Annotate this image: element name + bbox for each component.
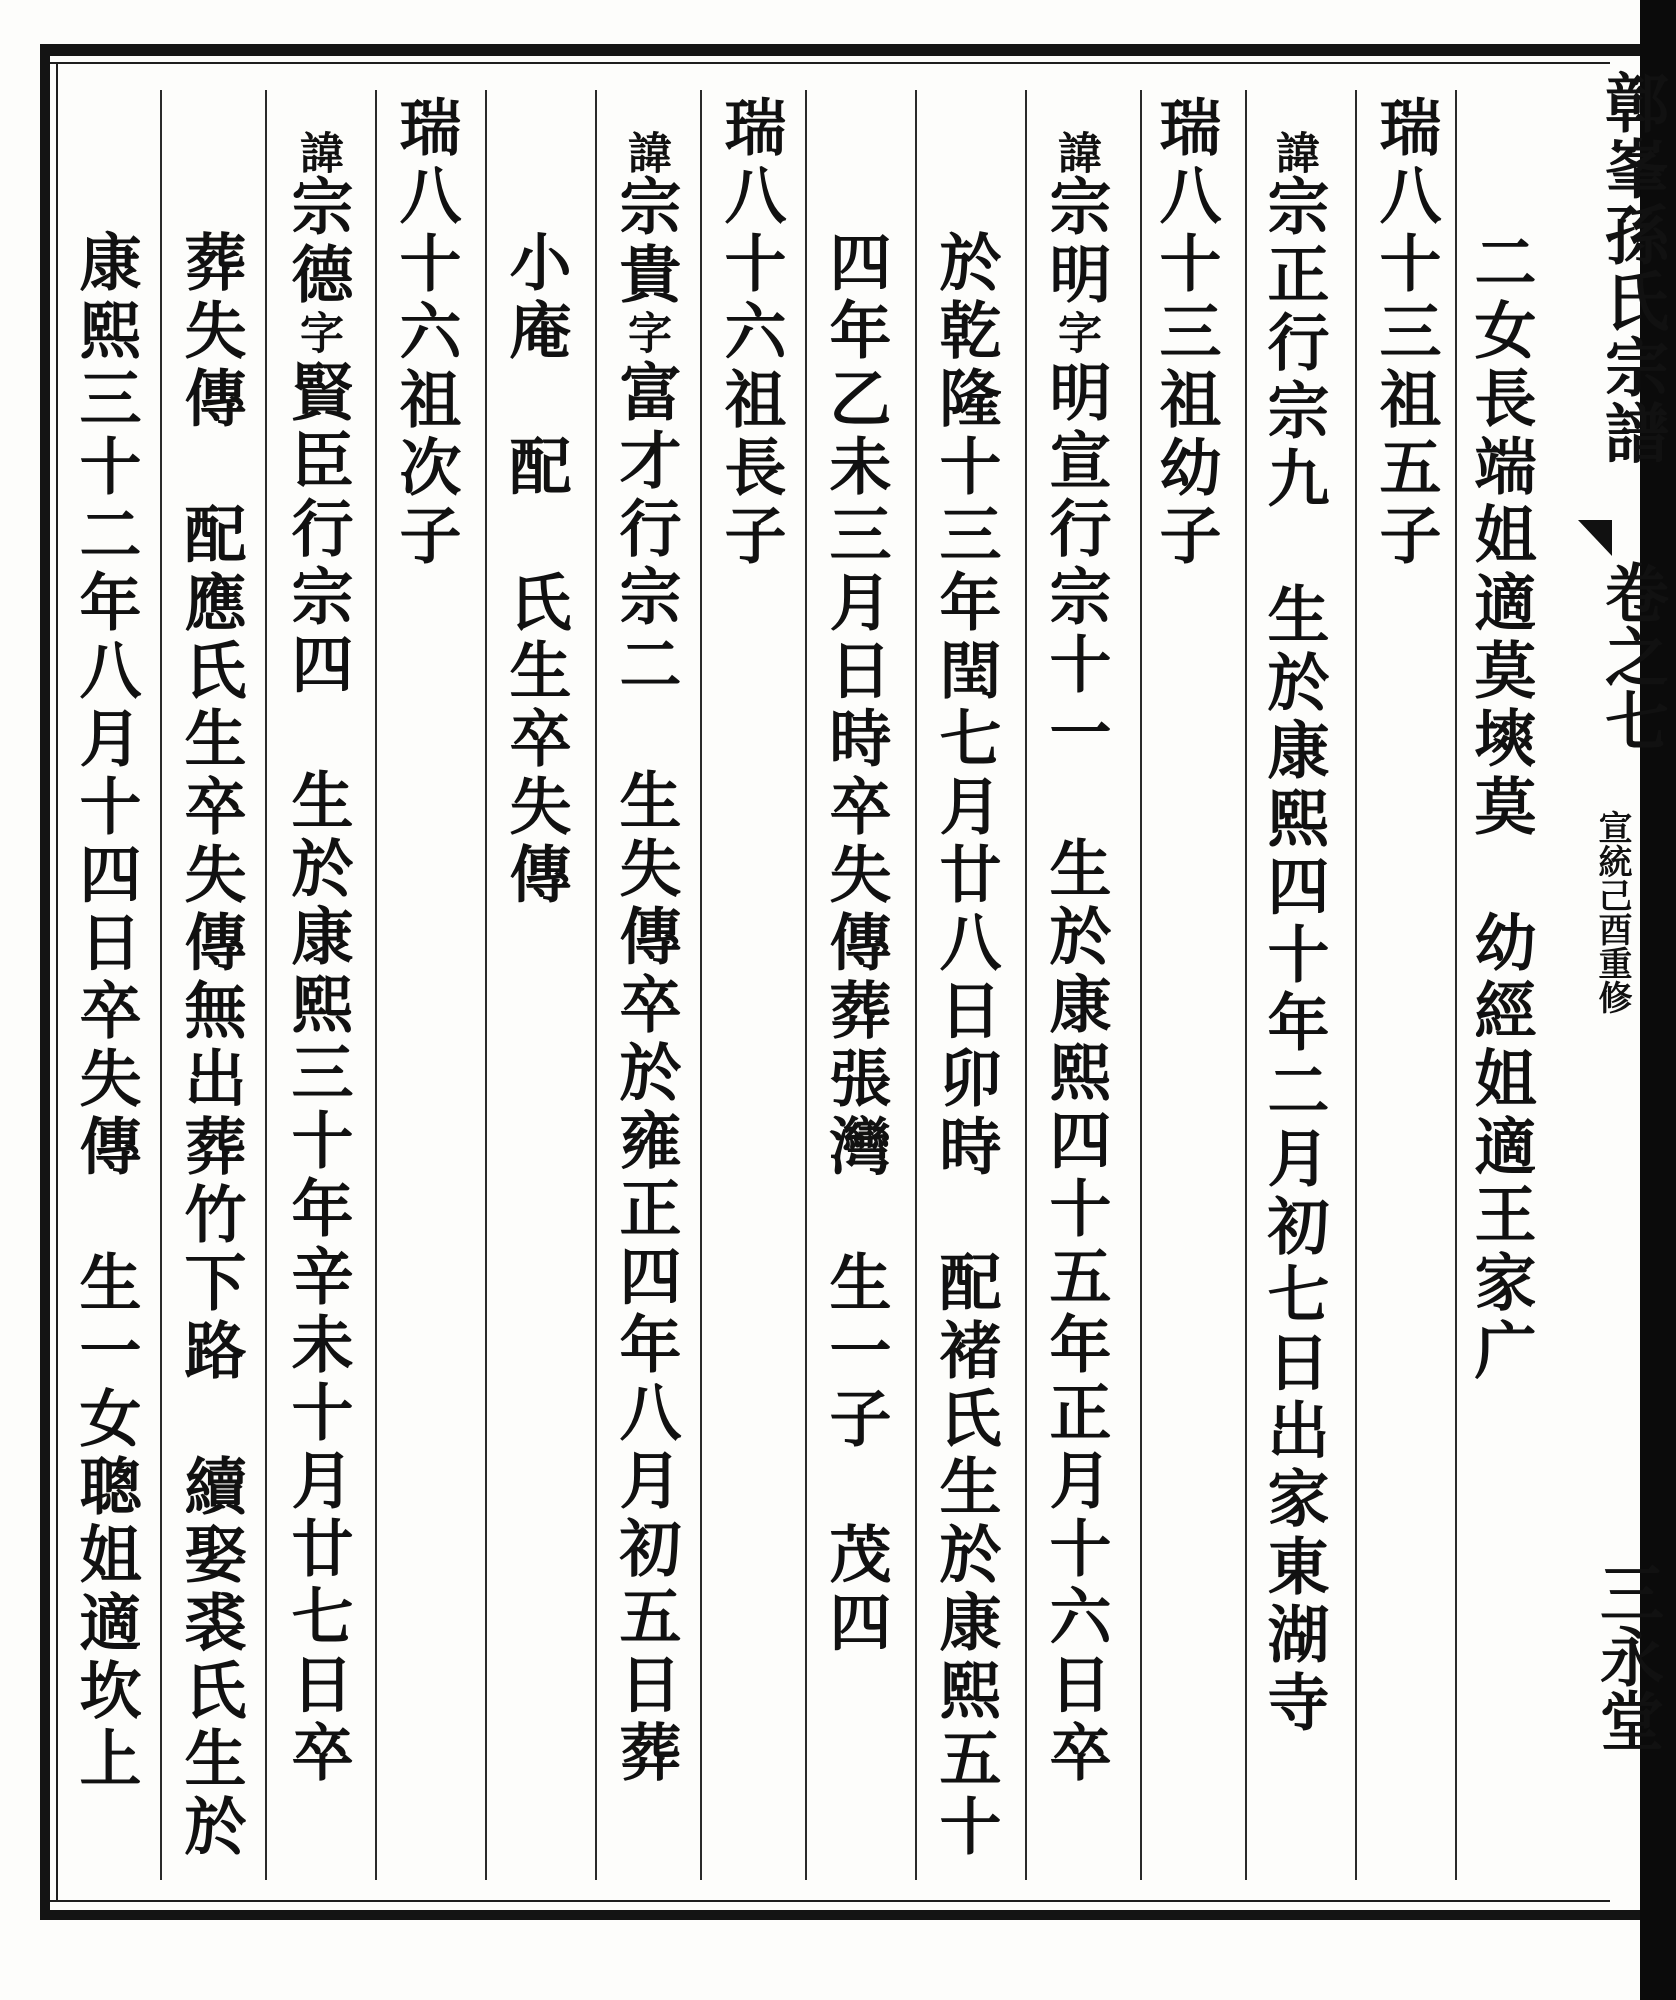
text-column [610, 130, 680, 1788]
genealogy-title: 鄣峯孫氏宗譜 [1594, 70, 1669, 466]
text-run: 宗明 [1039, 174, 1112, 310]
text-column: 瑞八十三祖五子 [1369, 95, 1442, 571]
column-rule [160, 90, 162, 1880]
text-column: 瑞八十三祖幼子 [1149, 95, 1222, 571]
text-column: 瑞八十六祖長子 [714, 95, 787, 571]
column-rule [700, 90, 702, 1880]
text-column: 小庵 配 氏生卒失傳 [499, 230, 572, 910]
text-column [1040, 130, 1110, 1788]
volume-label: 卷之七 [1594, 560, 1669, 752]
text-run: 宗正行宗九 [1257, 174, 1330, 514]
taboo-mark: 諱 [620, 130, 671, 174]
column-rule [265, 90, 267, 1880]
frame-bottom-border [40, 1910, 1648, 1920]
column-rule [915, 90, 917, 1880]
zi-mark: 字 [620, 310, 671, 360]
text-column: 瑞八十六祖次子 [389, 95, 462, 571]
column-rule [485, 90, 487, 1880]
text-column [282, 130, 352, 1788]
text-column: 葬失傳 配應氏生卒失傳無出葬竹下路 續娶裘氏生於 [174, 230, 247, 1862]
text-run: 賢臣行宗四 生於康熙三十年辛未十月廿七日卒 [281, 360, 354, 1788]
fish-tail-mark [1578, 520, 1612, 556]
zi-mark: 字 [292, 310, 343, 360]
frame-top-border [40, 44, 1648, 56]
frame-left-border [40, 44, 50, 1920]
frame-inner-left-line [56, 62, 58, 1902]
hall-name: 三永堂 [1589, 1560, 1664, 1752]
frame-inner-bottom-line [50, 1900, 1610, 1902]
taboo-mark: 諱 [292, 130, 343, 174]
text-run: 生於康熙四十年二月初七日出家東湖寺 [1257, 514, 1330, 1738]
text-run: 宗德 [281, 174, 354, 310]
text-column: 於乾隆十三年閏七月廿八日卯時 配褚氏生於康熙五十 [929, 230, 1002, 1862]
column-rule [375, 90, 377, 1880]
text-column: 二女長端姐適莫塽莫 幼經姐適王家广 [1464, 230, 1537, 1386]
frame-inner-top-line [50, 62, 1610, 64]
column-rule [1245, 90, 1247, 1880]
text-run: 明宣行宗十一 生於康熙四十五年正月十六日卒 [1039, 360, 1112, 1788]
column-rule [1355, 90, 1357, 1880]
column-rule [595, 90, 597, 1880]
column-rule [1025, 90, 1027, 1880]
text-run: 宗貴 [609, 174, 682, 310]
text-run: 富才行宗二 生失傳卒於雍正四年八月初五日葬 [609, 360, 682, 1788]
column-rule [1455, 90, 1457, 1880]
text-column: 四年乙未三月日時卒失傳葬張灣 生一子 茂四 [819, 230, 892, 1658]
taboo-mark: 諱 [1050, 130, 1101, 174]
text-column [1258, 130, 1328, 1738]
column-rule [805, 90, 807, 1880]
text-column: 康熙三十二年八月十四日卒失傳 生一女聰姐適坎上 [69, 230, 142, 1794]
zi-mark: 字 [1050, 310, 1101, 360]
column-rule [1140, 90, 1142, 1880]
edition-note: 宣統己酉重修 [1592, 810, 1632, 1014]
taboo-mark: 諱 [1268, 130, 1319, 174]
